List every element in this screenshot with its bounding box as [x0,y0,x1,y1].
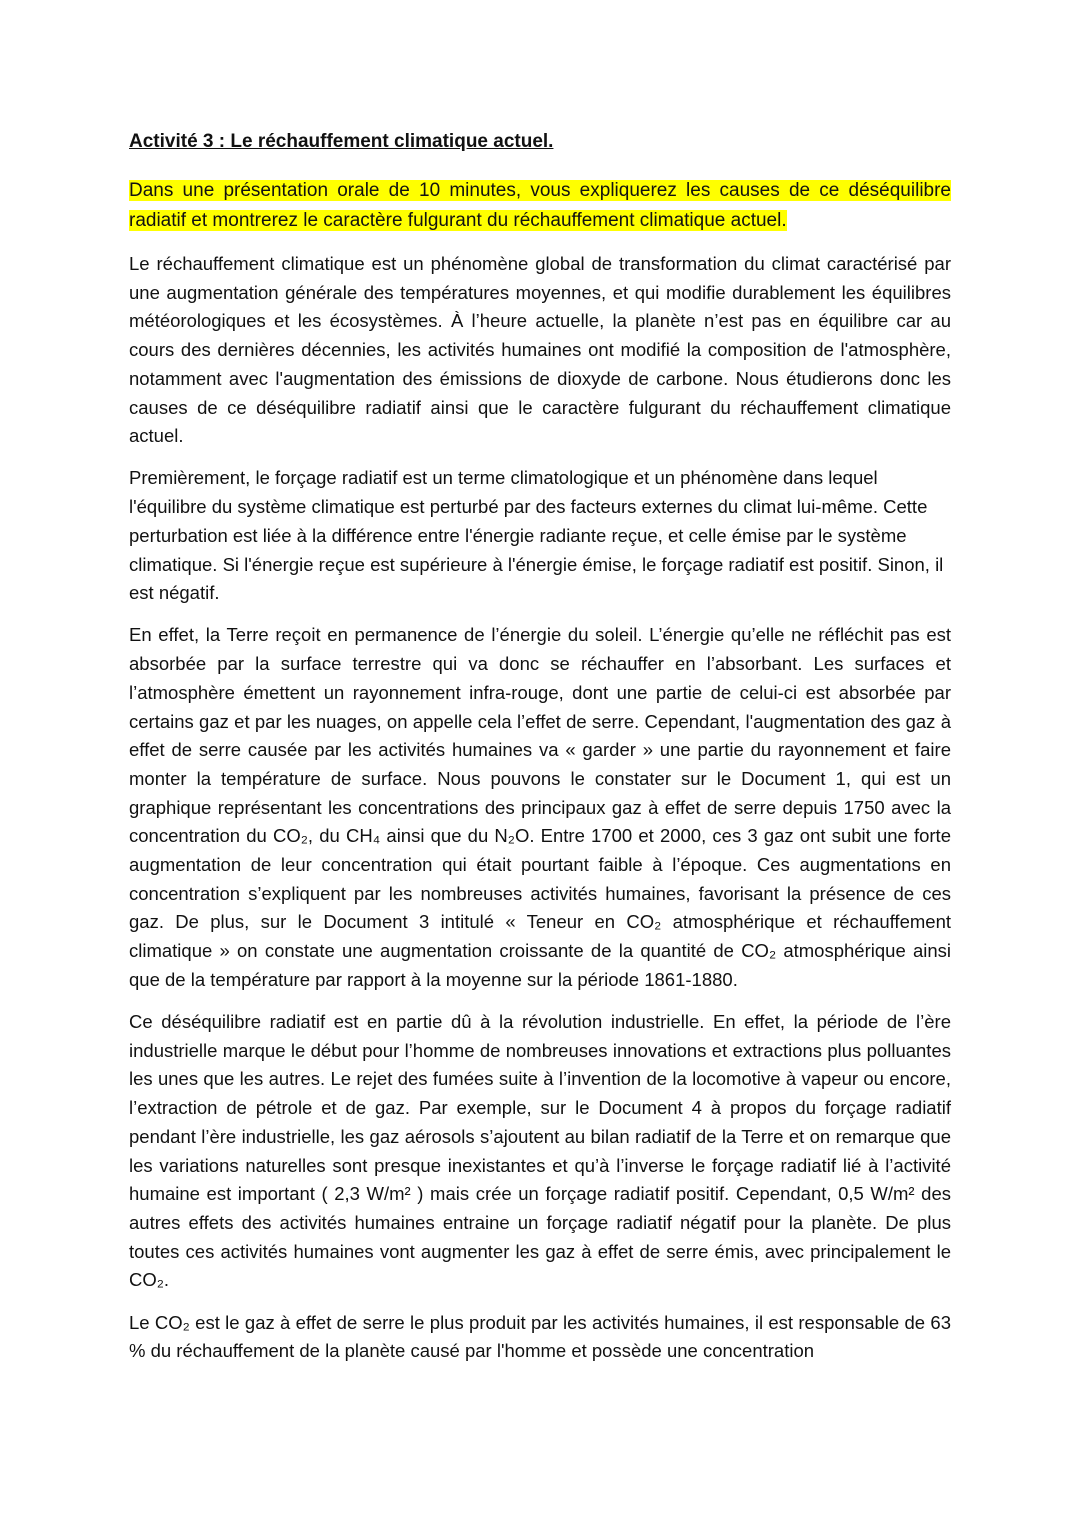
paragraph-effet-de-serre: En effet, la Terre reçoit en permanence de l’énergie du soleil. L’énergie qu’elle ne réfléchit pas est absorbée par la surface terrestre qui va donc se réchauffer en l’absorbant. Les surfaces et l’atmosphère émettent un rayonnement infra-rouge, dont une partie de celui-ci est absorbée par certains gaz et par les nuages, on appelle cela l’effet de serre. Cependant, l'augmentation des gaz à effet de serre causée par les activités humaines va « garder » une partie du rayonnement et faire monter la température de surface. Nous pouvons le constater sur le Document 1, qui est un graphique représentant les concentrations des principaux gaz à effet de serre depuis 1750 avec la concentration du CO₂, du CH₄ ainsi que du N₂O. Entre 1700 et 2000, ces 3 gaz ont subit une forte augmentation de leur concentration qui était pourtant faible à l’époque. Ces augmentations en concentration s’expliquent par les nombreuses activités humaines, favorisant la présence de ces gaz. De plus, sur le Document 3 intitulé « Teneur en CO₂ atmosphérique et réchauffement climatique » on constate une augmentation croissante de la quantité de CO₂ atmosphérique ainsi que de la température par rapport à la moyenne sur la période 1861-1880. [129,624,951,990]
paragraph-forcage-definition: Premièrement, le forçage radiatif est un terme climatologique et un phénomène dans lequel l'équilibre du système climatique est perturbé par des facteurs externes du climat lui-même. Cette perturbation est liée à la différence entre l'énergie radiante reçue, et celle émise par le système climatique. Si l'énergie reçue est supérieure à l'énergie émise, le forçage radiatif est positif. Sinon, il est négatif. [129,467,944,604]
paragraph-revolution-industrielle: Ce déséquilibre radiatif est en partie dû à la révolution industrielle. En effet, la période de l’ère industrielle marque le début pour l’homme de nombreuses innovations et extractions plus polluantes les unes que les autres. Le rejet des fumées suite à l’invention de la locomotive à vapeur ou encore, l’extraction de pétrole et de gaz. Par exemple, sur le Document 4 à propos du forçage radiatif pendant l’ère industrielle, les gaz aérosols s’ajoutent au bilan radiatif de la Terre et on remarque que les variations naturelles sont presque inexistantes et qu’à l’inverse le forçage radiatif lié à l’activité humaine est important ( 2,3 W/m² ) mais crée un forçage radiatif positif. Cependant, 0,5 W/m² des autres effets des activités humaines entraine un forçage radiatif négatif pour la planète. De plus toutes ces activités humaines vont augmenter les gaz à effet de serre émis, avec principalement le CO₂. [129,1011,951,1291]
instruction-block [129,176,951,236]
paragraph-co2: Le CO₂ est le gaz à effet de serre le plus produit par les activités humaines, il est responsable de 63 % du réchauffement de la planète causé par l'homme et possède une concentration [129,1311,951,1362]
paragraph-intro: Le réchauffement climatique est un phénomène global de transformation du climat caractérisé par une augmentation générale des températures moyennes, et qui modifie durablement les équilibres météorologiques et les écosystèmes. À l’heure actuelle, la planète n’est pas en équilibre car au cours des dernières décennies, les activités humaines ont modifié la composition de l'atmosphère, notamment avec l'augmentation des émissions de dioxyde de carbone. Nous étudierons donc les causes de ce déséquilibre radiatif ainsi que le caractère fulgurant du réchauffement climatique actuel. [129,253,951,447]
document-title: Activité 3 : Le réchauffement climatique actuel. [129,131,554,152]
document-page [129,128,951,1380]
highlighted-instruction: Dans une présentation orale de 10 minutes, vous expliquerez les causes de ce déséquilibre radiatif et montrerez le caractère fulgurant du réchauffement climatique actuel. [129,180,951,231]
